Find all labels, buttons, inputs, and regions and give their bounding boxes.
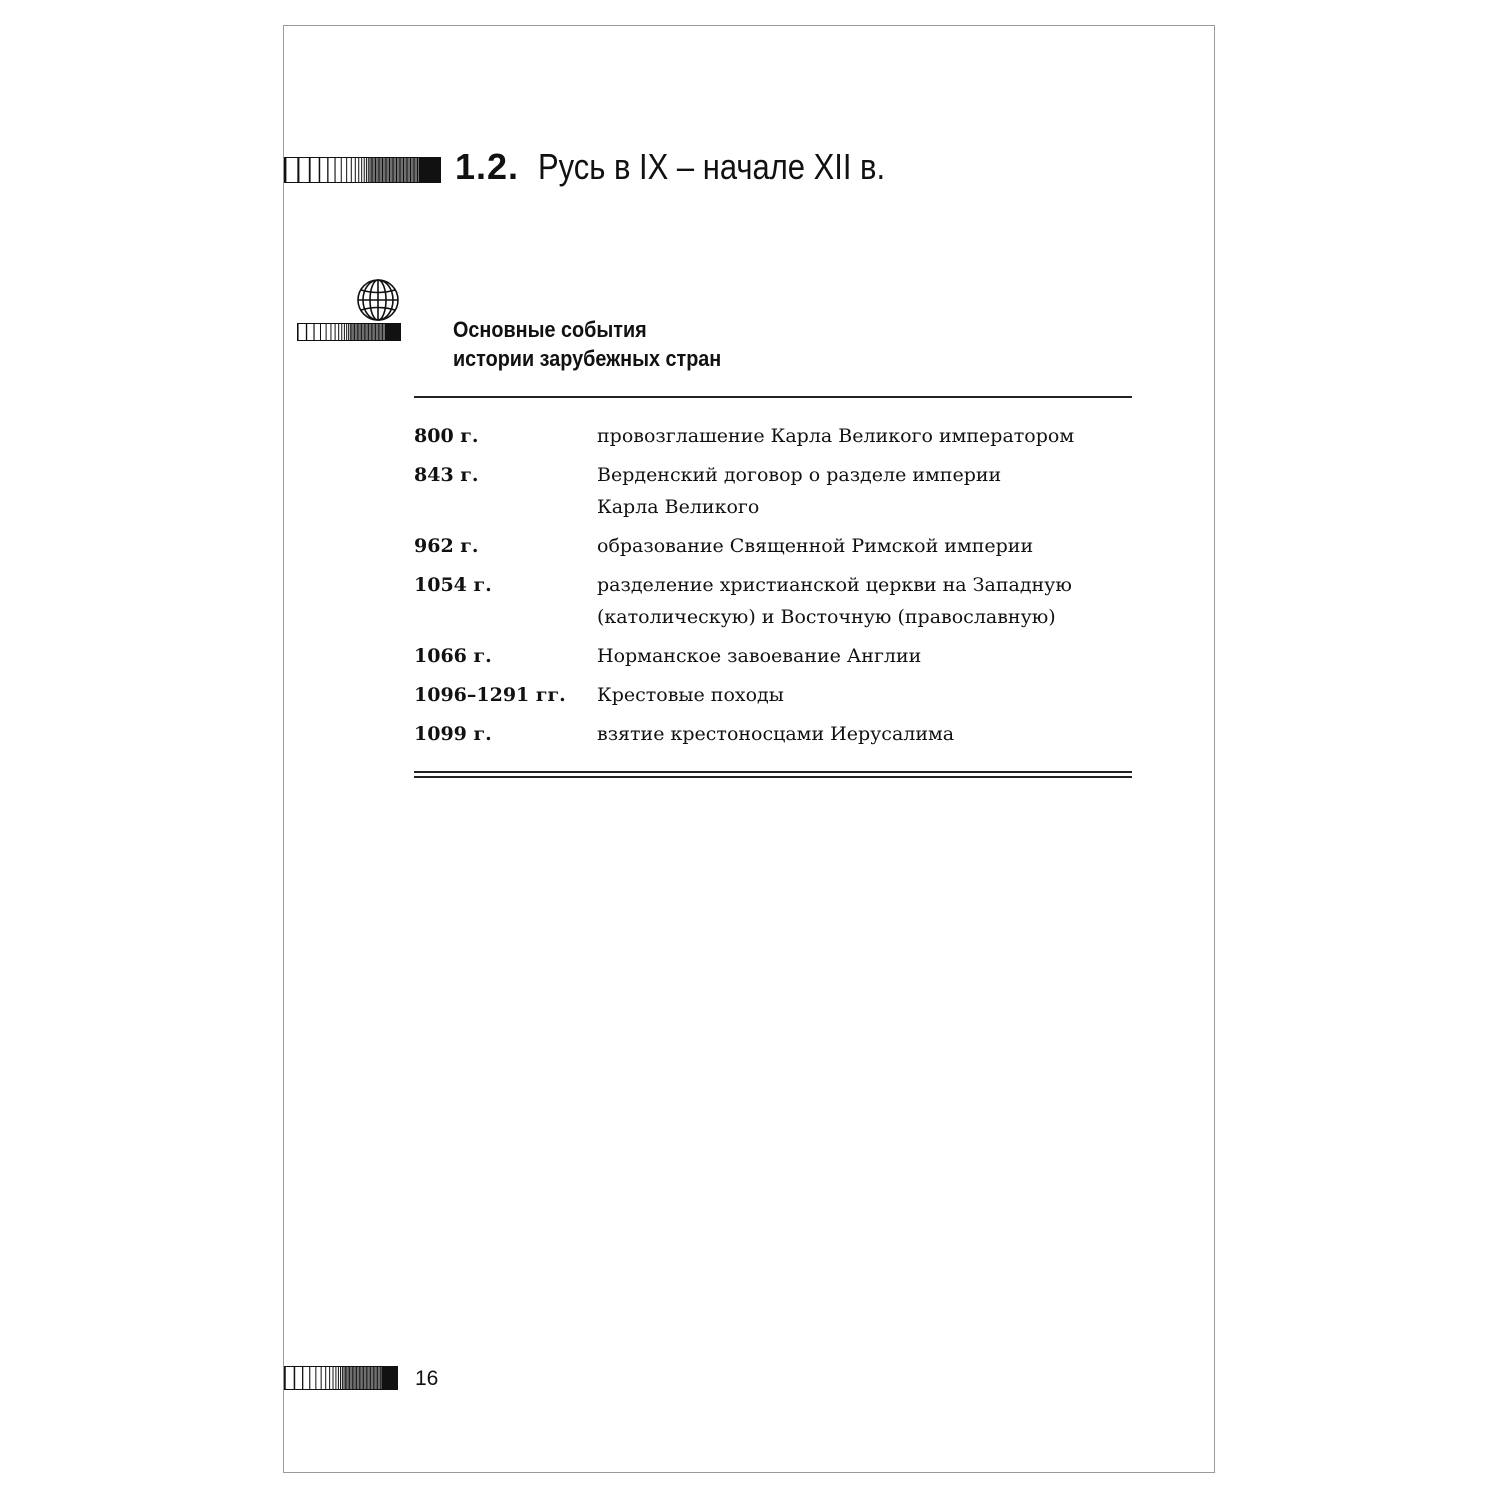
section-title (453, 315, 721, 373)
event-date: 1099 г. (414, 723, 492, 745)
chapter-number: 1.2. (455, 146, 520, 187)
event-description-line: Верденский договор о разделе империи (597, 464, 1002, 486)
event-description-line: взятие крестоносцами Иерусалима (597, 723, 955, 745)
event-row (414, 420, 1132, 452)
event-row (414, 569, 1132, 633)
event-description-line: образование Священной Римской империи (597, 535, 1034, 557)
event-description (597, 640, 1132, 672)
event-row (414, 640, 1132, 672)
event-description (597, 530, 1132, 562)
event-description-line: провозглашение Карла Великого императором (597, 425, 1075, 447)
event-description (597, 459, 1132, 523)
event-description (597, 718, 1132, 750)
chapter-title: Русь в IX – начале XII в. (538, 146, 886, 187)
event-date: 1066 г. (414, 645, 492, 667)
event-row (414, 679, 1132, 711)
event-description-line: Крестовые походы (597, 684, 784, 706)
event-description-line: Карла Великого (597, 496, 760, 518)
event-date: 962 г. (414, 535, 479, 557)
event-date: 1054 г. (414, 574, 492, 596)
event-date: 843 г. (414, 464, 479, 486)
event-row (414, 530, 1132, 562)
section-title-line: истории зарубежных стран (453, 346, 722, 371)
event-description (597, 420, 1132, 452)
event-description-line: разделение христианской церкви на Западную (597, 574, 1072, 596)
event-description (597, 679, 1132, 711)
event-date: 800 г. (414, 425, 479, 447)
section-title-line: Основные события (453, 317, 647, 342)
chapter-barcode-decoration (284, 157, 441, 183)
top-rule (414, 396, 1132, 398)
page-number: 16 (415, 1367, 439, 1390)
bottom-rule (414, 771, 1132, 773)
bottom-rule (414, 776, 1132, 778)
event-description (597, 569, 1132, 633)
section-barcode-decoration (297, 323, 401, 341)
footer-barcode-decoration (284, 1366, 398, 1390)
globe-icon (356, 278, 400, 322)
event-row (414, 459, 1132, 523)
event-row (414, 718, 1132, 750)
events-list (414, 420, 1132, 757)
event-description-line: Норманское завоевание Англии (597, 645, 922, 667)
event-description-line: (католическую) и Восточную (православную) (597, 606, 1056, 628)
event-date: 1096–1291 гг. (414, 684, 566, 706)
